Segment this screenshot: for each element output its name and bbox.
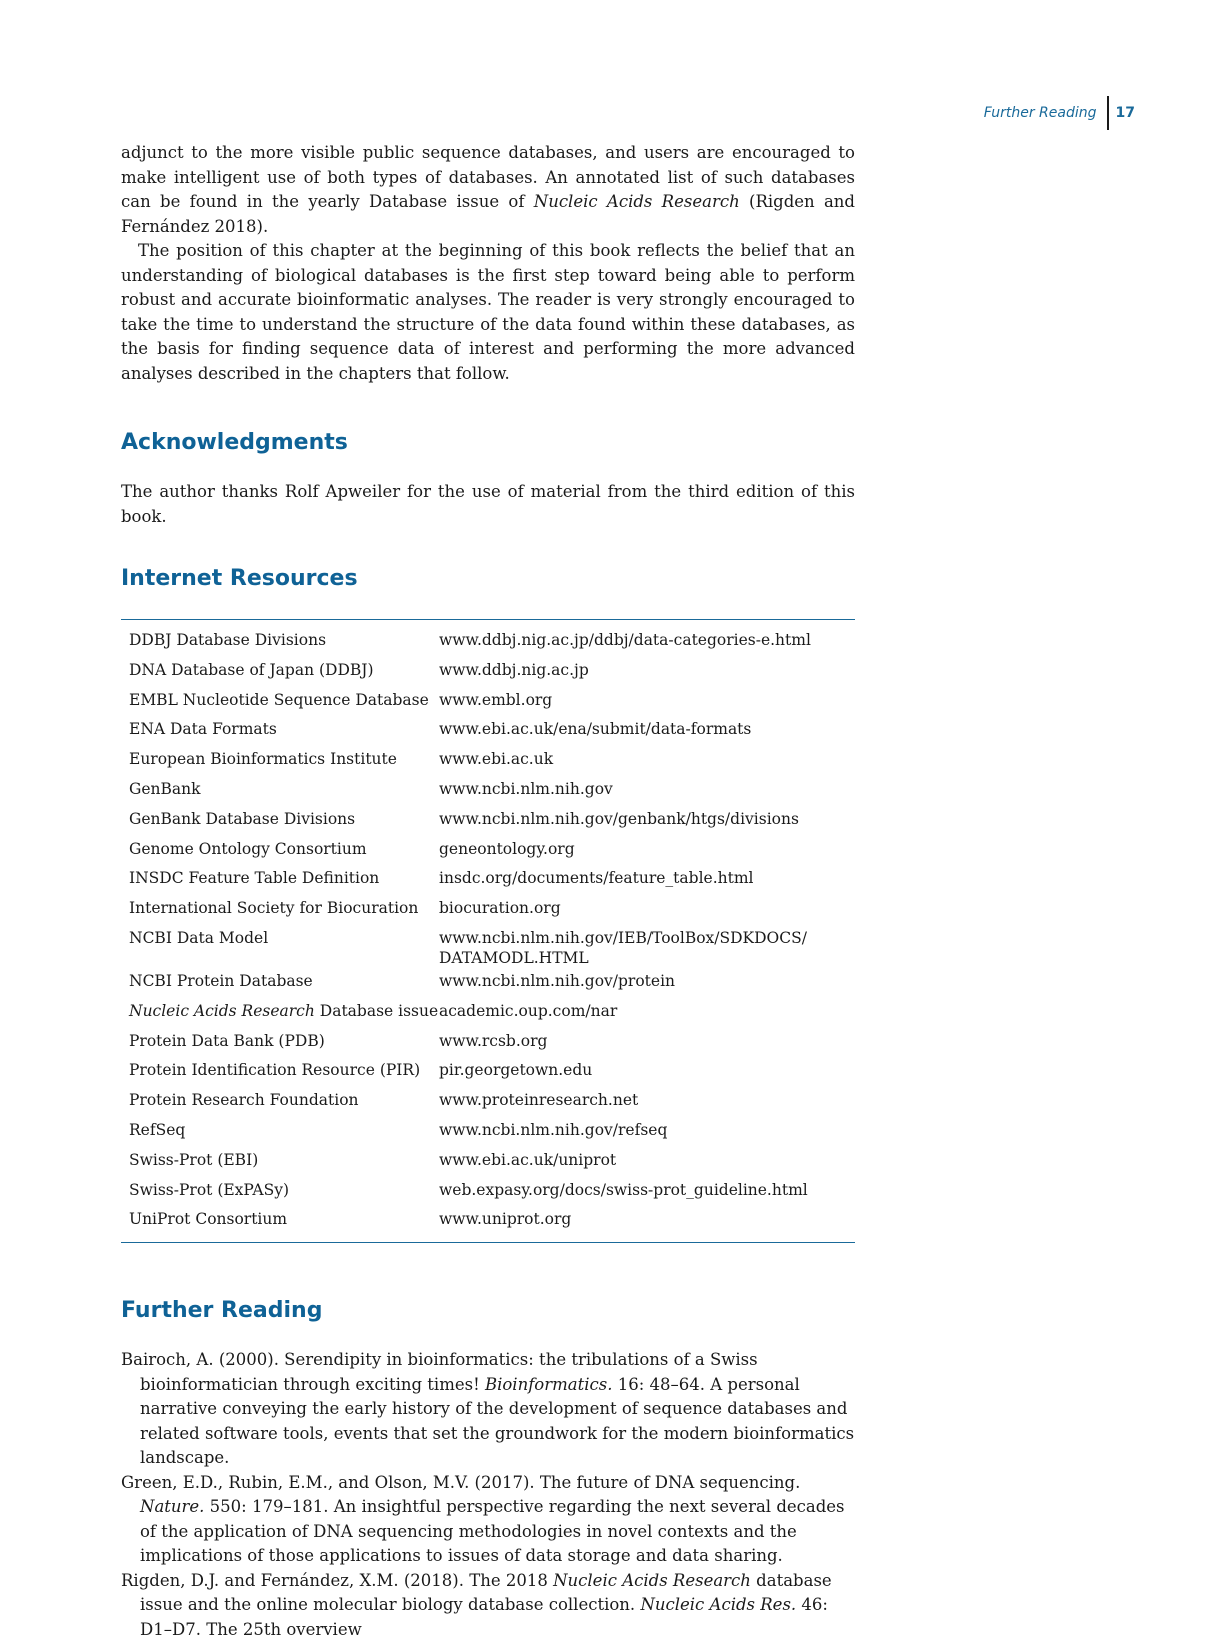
resource-row bbox=[121, 1147, 855, 1177]
resource-url: www.ebi.ac.uk/uniprot bbox=[439, 1150, 617, 1169]
resource-row bbox=[121, 746, 855, 776]
internet-resources-heading: Internet Resources bbox=[121, 566, 358, 591]
running-head-section: Further Reading bbox=[983, 105, 1097, 121]
resource-name: INSDC Feature Table Definition bbox=[129, 869, 380, 888]
resource-row bbox=[121, 968, 855, 998]
resource-row bbox=[121, 1028, 855, 1058]
further-reading-heading: Further Reading bbox=[121, 1298, 323, 1324]
resource-row bbox=[121, 776, 855, 806]
resource-row bbox=[121, 1057, 855, 1087]
resource-name: Protein Data Bank (PDB) bbox=[129, 1031, 325, 1050]
resource-name: Protein Research Foundation bbox=[129, 1091, 359, 1110]
resource-row bbox=[121, 925, 855, 968]
resource-url: www.uniprot.org bbox=[439, 1210, 572, 1229]
acknowledgments-text: The author thanks Rolf Apweiler for the use of material from the third edition of this book. bbox=[121, 482, 855, 526]
resource-name: ENA Data Formats bbox=[129, 720, 277, 739]
resource-url: insdc.org/documents/feature_table.html bbox=[439, 869, 754, 888]
reference-item: Rigden, D.J. and Fernández, X.M. (2018). The 2018 Nucleic Acids Research database issue and the online molecular biology database collection. Nucleic Acids Res. 46: D1–D7. The 25th overview bbox=[121, 1570, 832, 1639]
resource-row bbox=[121, 865, 855, 895]
resource-url: www.ddbj.nig.ac.jp bbox=[439, 660, 589, 679]
resource-url: pir.georgetown.edu bbox=[439, 1061, 593, 1080]
resource-row bbox=[121, 998, 855, 1028]
internet-resources-table bbox=[121, 619, 855, 1243]
intro-paragraph-1: adjunct to the more visible public sequence databases, and users are encouraged to make intelligent use of both types of databases. An annotated list of such databases can be found in the yearly Database issue of Nucleic Acids Research (Rigden and Fernández 2018). bbox=[121, 143, 855, 236]
resource-name: Swiss-Prot (EBI) bbox=[129, 1150, 259, 1169]
resource-row bbox=[121, 1206, 855, 1242]
resource-name: NCBI Protein Database bbox=[129, 971, 313, 990]
resource-url: www.ncbi.nlm.nih.gov/refseq bbox=[439, 1120, 668, 1139]
resource-url: www.ncbi.nlm.nih.gov/IEB/ToolBox/SDKDOCS/ DATAMODL.HTML bbox=[439, 928, 807, 967]
resource-url: academic.oup.com/nar bbox=[439, 1001, 618, 1020]
resource-name: GenBank Database Divisions bbox=[129, 809, 356, 828]
resource-name: GenBank bbox=[129, 779, 201, 798]
resource-name: Nucleic Acids Research Database issue bbox=[129, 1001, 439, 1020]
resource-row bbox=[121, 806, 855, 836]
acknowledgments-heading: Acknowledgments bbox=[121, 430, 348, 455]
resource-url: www.ddbj.nig.ac.jp/ddbj/data-categories-e.html bbox=[439, 631, 811, 649]
resource-url: geneontology.org bbox=[439, 839, 575, 858]
resource-url: www.embl.org bbox=[439, 690, 553, 709]
resource-url: www.ncbi.nlm.nih.gov/genbank/htgs/divisions bbox=[439, 809, 799, 828]
resource-url: www.proteinresearch.net bbox=[439, 1091, 639, 1110]
resource-name: Protein Identification Resource (PIR) bbox=[129, 1061, 421, 1080]
resource-url: www.ncbi.nlm.nih.gov bbox=[439, 779, 613, 798]
resource-url: www.rcsb.org bbox=[439, 1031, 548, 1050]
resource-url: biocuration.org bbox=[439, 899, 561, 918]
resource-name: DNA Database of Japan (DDBJ) bbox=[129, 660, 374, 679]
resource-name: RefSeq bbox=[129, 1120, 186, 1139]
intro-paragraph-2: The position of this chapter at the beginning of this book reflects the belief that an understanding of biological databases is the first step toward being able to perform robust and accurate bioinformatic analyses. The reader is very strongly encouraged to take the time to understand the structure of the data found within these databases, as the basis for finding sequence data of interest and performing the more advanced analyses described in the chapters that follow. bbox=[121, 241, 855, 383]
resource-row bbox=[121, 1087, 855, 1117]
resource-name: UniProt Consortium bbox=[129, 1210, 288, 1229]
resource-url: www.ncbi.nlm.nih.gov/protein bbox=[439, 971, 676, 990]
resource-name: EMBL Nucleotide Sequence Database bbox=[129, 690, 429, 709]
resource-row bbox=[121, 1117, 855, 1147]
resource-row bbox=[121, 716, 855, 746]
resource-row bbox=[121, 1177, 855, 1207]
resource-name: Genome Ontology Consortium bbox=[129, 839, 367, 858]
resource-row bbox=[121, 836, 855, 866]
resource-url: www.ebi.ac.uk bbox=[439, 750, 554, 769]
resource-name: DDBJ Database Divisions bbox=[129, 631, 327, 649]
resource-row bbox=[121, 895, 855, 925]
resource-url: www.ebi.ac.uk/ena/submit/data-formats bbox=[439, 720, 752, 739]
resource-row bbox=[121, 687, 855, 717]
resource-name: Swiss-Prot (ExPASy) bbox=[129, 1180, 290, 1199]
running-head bbox=[984, 96, 1135, 130]
resource-name: International Society for Biocuration bbox=[129, 899, 419, 918]
reference-item: Bairoch, A. (2000). Serendipity in bioinformatics: the tribulations of a Swiss bioinformatician through exciting times! Bioinformatics. 16: 48–64. A personal narrative conveying the early history of the development of sequence databases and related software tools, events that set the groundwork for the modern bioinformatics landscape. bbox=[121, 1350, 855, 1468]
resource-url: web.expasy.org/docs/swiss-prot_guideline.html bbox=[439, 1180, 808, 1199]
page-number: 17 bbox=[1115, 105, 1135, 121]
reference-list bbox=[121, 1348, 855, 1642]
resource-row bbox=[121, 657, 855, 687]
resource-name: European Bioinformatics Institute bbox=[129, 750, 397, 769]
page-content bbox=[121, 141, 855, 1642]
reference-item: Green, E.D., Rubin, E.M., and Olson, M.V. (2017). The future of DNA sequencing. Nature. 550: 179–181. An insightful perspective regarding the next several decades of the application of DNA sequencing methodologies in novel contexts and the implications of those applications to issues of data storage and data sharing. bbox=[121, 1472, 845, 1566]
resource-row bbox=[121, 620, 855, 657]
resource-name: NCBI Data Model bbox=[129, 928, 269, 947]
